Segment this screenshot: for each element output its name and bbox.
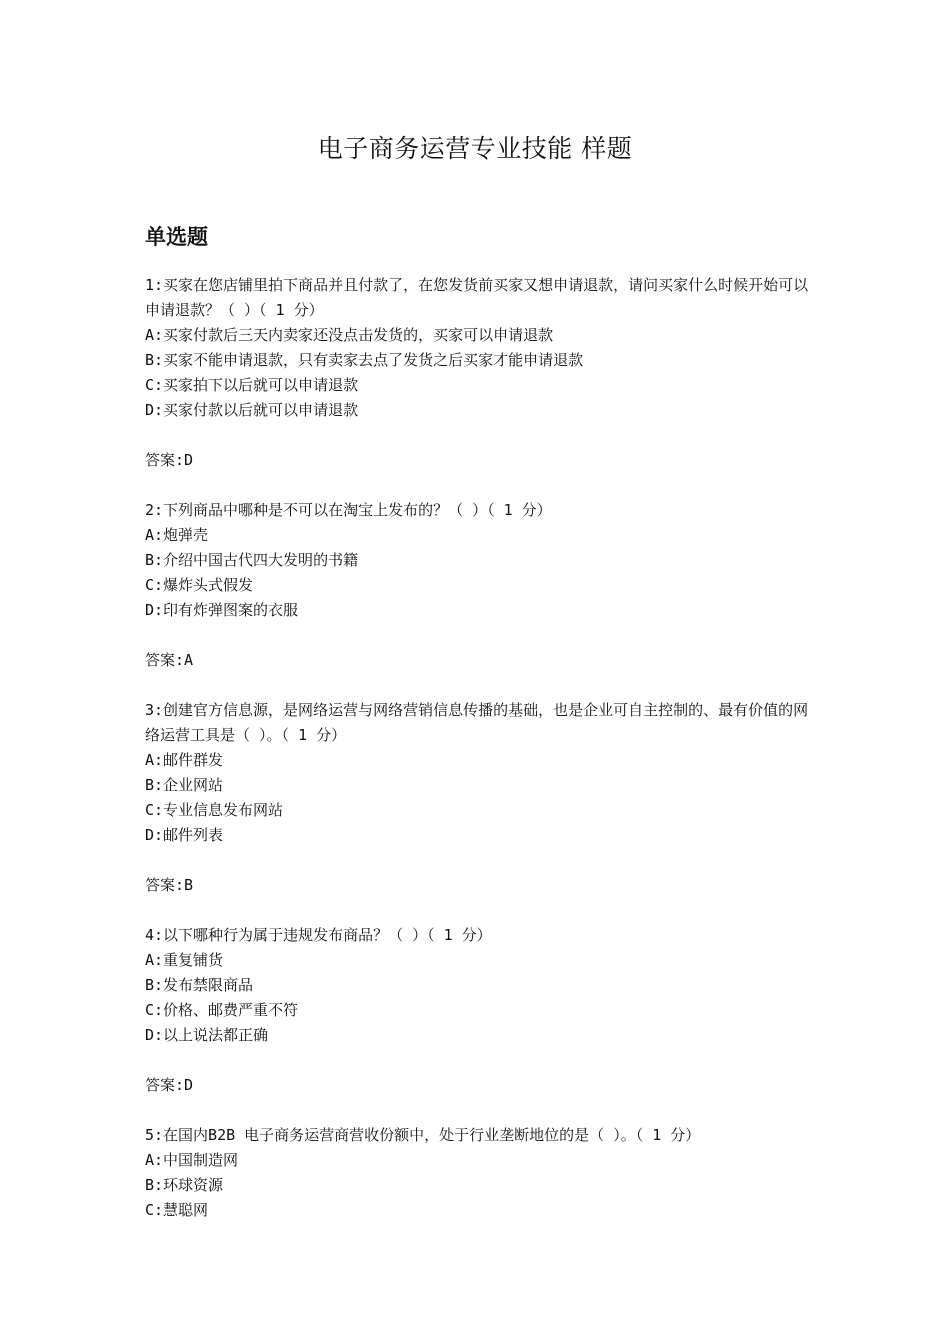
option-c: C:价格、邮费严重不符	[145, 1001, 299, 1019]
option-b: B:发布禁限商品	[145, 976, 254, 994]
option-c: C:慧聪网	[145, 1201, 209, 1219]
option-c: C:专业信息发布网站	[145, 801, 284, 819]
question-1	[145, 273, 810, 473]
question-stem: 1:买家在您店铺里拍下商品并且付款了，在您发货前买家又想申请退款，请问买家什么时候开始可以申请退款？（ ）（ 1 分）	[145, 276, 809, 319]
option-b: B:环球资源	[145, 1176, 224, 1194]
option-d: D:以上说法都正确	[145, 1026, 269, 1044]
question-2	[145, 498, 810, 673]
answer: 答案:A	[145, 651, 194, 669]
option-a: A:炮弹壳	[145, 526, 209, 544]
option-a: A:买家付款后三天内卖家还没点击发货的，买家可以申请退款	[145, 326, 554, 344]
question-5	[145, 1123, 810, 1223]
option-a: A:中国制造网	[145, 1151, 239, 1169]
option-a: A:邮件群发	[145, 751, 224, 769]
question-stem: 2:下列商品中哪种是不可以在淘宝上发布的？（ ）（ 1 分）	[145, 501, 552, 519]
option-b: B:买家不能申请退款，只有卖家去点了发货之后买家才能申请退款	[145, 351, 584, 369]
answer: 答案:D	[145, 451, 194, 469]
question-stem: 5:在国内B2B 电子商务运营商营收份额中，处于行业垄断地位的是（ ）。（ 1 分）	[145, 1126, 701, 1144]
page-title: 电子商务运营专业技能 样题	[317, 134, 633, 163]
option-a: A:重复铺货	[145, 951, 224, 969]
option-b: B:企业网站	[145, 776, 224, 794]
question-4	[145, 923, 810, 1098]
answer: 答案:D	[145, 1076, 194, 1094]
option-b: B:介绍中国古代四大发明的书籍	[145, 551, 359, 569]
option-c: C:爆炸头式假发	[145, 576, 254, 594]
question-3	[145, 698, 810, 898]
option-d: D:印有炸弹图案的衣服	[145, 601, 299, 619]
question-stem: 4:以下哪种行为属于违规发布商品？（ ）（ 1 分）	[145, 926, 492, 944]
option-c: C:买家拍下以后就可以申请退款	[145, 376, 359, 394]
section-heading: 单选题	[145, 225, 208, 249]
question-list	[145, 273, 810, 1248]
question-stem: 3:创建官方信息源，是网络运营与网络营销信息传播的基础，也是企业可自主控制的、最有价值的网络运营工具是（ ）。（ 1 分）	[145, 701, 809, 744]
option-d: D:买家付款以后就可以申请退款	[145, 401, 359, 419]
answer: 答案:B	[145, 876, 194, 894]
option-d: D:邮件列表	[145, 826, 224, 844]
